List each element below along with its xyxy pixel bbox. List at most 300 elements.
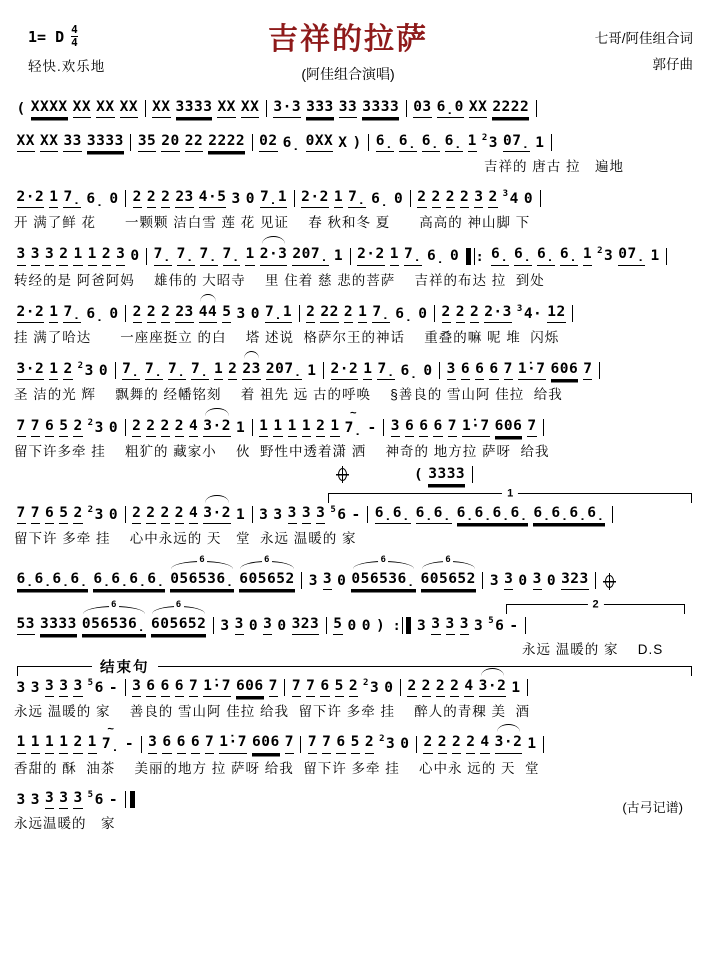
note-token: 1: [259, 417, 268, 437]
tuplet-number: 6: [199, 555, 206, 565]
note-token: 6̣6̣: [375, 504, 411, 524]
note-token: 1: [333, 248, 344, 265]
barline-mark: [367, 506, 368, 523]
note-token: 3: [391, 417, 400, 437]
barline-mark: [294, 190, 295, 207]
note-token: 7: [17, 417, 26, 437]
key-label: 1= D: [28, 27, 65, 46]
note-token: 33: [63, 132, 81, 152]
note-token: 3: [447, 360, 456, 380]
barline-mark: [130, 134, 131, 151]
note-token: 1: [468, 132, 477, 152]
note-token: 1: [49, 303, 58, 323]
barline: [482, 572, 483, 590]
grace-note: 2: [363, 678, 369, 689]
barline: [252, 134, 253, 152]
note-token: 2·2: [17, 188, 45, 208]
lyricist-credit: 七哥/阿佳组合词: [594, 31, 693, 46]
notes-line: [14, 98, 697, 118]
barline-mark: [466, 248, 475, 265]
grace-note: 2: [87, 505, 94, 515]
note-token: $^2$3: [379, 734, 396, 753]
volta-label: 1: [502, 487, 518, 499]
note-token: 3: [504, 570, 513, 590]
note-token: 605652 6: [239, 570, 294, 590]
note-token: 7̣ ~: [101, 722, 120, 753]
time-signature: [71, 24, 78, 49]
note-token: 7: [322, 733, 331, 753]
note-token: 7̣: [348, 188, 366, 208]
barline: [125, 190, 126, 208]
note-token: 3·2: [495, 733, 523, 753]
note-token: 2: [73, 504, 82, 524]
note-token: 2: [432, 188, 441, 208]
note-token: XX: [17, 132, 35, 152]
note-token: 0: [394, 191, 404, 208]
barline: [115, 362, 116, 380]
barline: [540, 190, 541, 208]
note-token: 6̣6̣6̣6̣: [533, 504, 605, 524]
barline-mark: [595, 572, 596, 589]
note-token: 6: [177, 733, 186, 753]
note-token: 7̣: [191, 360, 209, 380]
volta-label: 2: [587, 599, 603, 611]
slur-arc: [200, 294, 216, 302]
system-8: [14, 489, 697, 547]
barline-mark: [416, 736, 417, 753]
note-token: 3: [16, 791, 26, 808]
note-token: 6̣: [371, 191, 390, 208]
note-token: 0: [109, 305, 119, 322]
note-token: 1: [363, 360, 372, 380]
note-token: 7̣: [154, 245, 172, 265]
tuplet-number: 6: [110, 600, 117, 611]
note-token: 606: [236, 677, 264, 697]
note-token: 6̣6̣6̣6̣: [457, 504, 529, 524]
note-token: 5: [59, 504, 68, 524]
note-token: 6̣: [376, 132, 394, 152]
barline-mark: [141, 736, 142, 753]
note-token: 22: [320, 303, 338, 323]
repeat-dots: :: [475, 249, 484, 265]
note-token: 3·2: [203, 417, 231, 437]
barline: [367, 506, 368, 524]
note-token: 0: [523, 191, 534, 208]
barline-mark: [406, 100, 407, 117]
note-token: 2222: [208, 132, 245, 152]
barline-mark: [252, 506, 253, 523]
tuplet-number: 6: [175, 600, 182, 611]
note-token: 2: [161, 504, 170, 524]
barline-mark: [400, 679, 401, 696]
note-token: 6̣: [86, 305, 105, 322]
note-token: 7: [292, 677, 301, 697]
note-token: 2: [466, 733, 475, 753]
note-token: 2·3: [484, 303, 512, 323]
system-11: [14, 662, 697, 720]
note-token: 1̇·7: [203, 677, 231, 697]
barline: [525, 617, 526, 635]
note-token: (: [16, 101, 26, 117]
grace-note: 2: [481, 133, 488, 144]
note-token: 0: [546, 573, 557, 589]
note-token: 1: [288, 417, 297, 437]
note-token: 0: [361, 618, 371, 635]
barline-mark: [482, 572, 483, 589]
note-token: 1: [235, 507, 246, 523]
note-token: 6̣: [537, 245, 555, 265]
grace-note: 5: [87, 678, 94, 689]
note-token: 7: [31, 417, 40, 437]
note-token: 3: [59, 677, 68, 697]
barline: [284, 679, 285, 697]
note-token: 3: [45, 789, 54, 809]
slur-arc: [481, 668, 504, 676]
note-token: 1: [31, 733, 40, 753]
note-token: 7̣: [377, 360, 395, 380]
note-token: $^5$6: [330, 505, 347, 523]
note-token: 6̣: [491, 245, 509, 265]
note-token: 6: [162, 733, 171, 753]
note-token: 0: [130, 248, 140, 265]
system-6: [14, 360, 697, 403]
coda-icon: [336, 466, 349, 483]
note-token: 3: [323, 570, 332, 590]
note-token: 7̣1: [260, 188, 287, 208]
note-token: -: [108, 680, 119, 697]
note-token: 23: [242, 360, 260, 380]
note-token: 3: [308, 573, 318, 589]
notes-line: [14, 555, 697, 590]
note-token: 3: [17, 245, 26, 265]
note-token: 2: [147, 303, 156, 323]
note-token: 7: [285, 733, 294, 753]
note-token: 07̣: [618, 245, 645, 265]
note-token: 7̣: [200, 245, 218, 265]
lyrics-line: 永远温暖的 家: [14, 815, 116, 831]
note-token: XX: [469, 98, 487, 118]
note-token: 3: [231, 191, 241, 208]
note-token: 323: [561, 570, 589, 590]
barline: [252, 506, 253, 524]
note-token: 6: [336, 733, 345, 753]
note-token: 2: [146, 417, 155, 437]
barline: [392, 617, 411, 635]
note-token: 7: [189, 677, 198, 697]
note-token: 3333: [40, 615, 77, 635]
note-token: 1̇·7: [219, 733, 247, 753]
note-token: 1: [73, 245, 82, 265]
note-token: 4: [480, 733, 489, 753]
note-token: 3: [148, 733, 157, 753]
note-token: 3: [460, 615, 469, 635]
note-token: 3: [533, 570, 542, 590]
barline-mark: [551, 134, 552, 151]
note-token: 207̣: [266, 360, 302, 380]
note-token: 0: [384, 680, 394, 697]
barline-mark: [115, 362, 116, 379]
barline: [141, 736, 142, 754]
barline: [572, 305, 573, 323]
note-token: 0: [250, 305, 260, 322]
note-token: 6: [45, 504, 54, 524]
note-token: 6̣: [422, 132, 440, 152]
note-token: 23: [175, 188, 193, 208]
note-token: 5: [222, 303, 231, 323]
note-token: 3·2: [203, 504, 231, 524]
note-token: 6: [461, 360, 470, 380]
barline-mark: [252, 419, 253, 436]
slur-arc: [244, 351, 260, 359]
note-token: 6: [419, 417, 428, 437]
note-token: 02: [259, 132, 277, 152]
note-token: X: [338, 135, 348, 152]
note-token: 1: [535, 135, 545, 152]
note-token: XX: [120, 98, 138, 118]
note-token: 2: [306, 303, 315, 323]
mordent-icon: ~: [107, 722, 115, 736]
note-token: 6̣6̣6̣6̣: [93, 570, 165, 590]
note-token: $^5$6: [87, 678, 104, 697]
note-token: -: [509, 618, 519, 635]
note-token: 7̣: [372, 303, 390, 323]
note-token: 2·2: [331, 360, 359, 380]
barline: [368, 134, 369, 152]
notes-line: [14, 188, 697, 208]
barline-mark: [599, 362, 600, 379]
note-token: 3: [489, 573, 500, 589]
note-token: 7̣: [63, 303, 81, 323]
note-token: 3: [273, 507, 283, 523]
slur-arc: [205, 495, 228, 503]
note-token: 2: [407, 677, 416, 697]
note-token: 0: [518, 573, 528, 589]
barline-mark: [284, 679, 285, 696]
note-token: 6̣: [560, 245, 578, 265]
note-token: 2: [161, 303, 170, 323]
barline: [323, 362, 324, 380]
note-token: 6̣: [282, 135, 301, 152]
volta-bracket: [506, 598, 686, 614]
barline: [434, 305, 435, 323]
note-token: 1: [511, 680, 521, 697]
note-token: 0: [98, 362, 109, 379]
barline: [543, 736, 544, 754]
barline: [125, 419, 126, 437]
note-token: 5: [335, 677, 344, 697]
note-token: 3: [473, 618, 484, 635]
note-token: 0: [108, 419, 119, 436]
note-token: 3: [30, 680, 40, 697]
note-token: 1: [390, 245, 399, 265]
note-token: 056536̣ 6: [351, 570, 415, 590]
note-token: -: [367, 419, 377, 436]
note-token: 2·2: [301, 188, 329, 208]
notes-line: [14, 789, 697, 809]
grace-note: 5: [87, 789, 94, 800]
notes-line: [14, 132, 697, 152]
note-token: 2·3: [260, 245, 288, 265]
note-token: 2: [228, 360, 237, 380]
barline: [595, 572, 596, 590]
note-token: 33: [339, 98, 357, 118]
note-token: 2: [73, 733, 82, 753]
note-token: 12: [547, 303, 565, 323]
barline-mark: [536, 100, 537, 117]
lyrics-line: 转经的是 阿爸阿妈 雄伟的 大昭寺 里 住着 慈 悲的菩萨 吉祥的布达 拉 到处: [14, 272, 545, 288]
note-token: 1: [59, 733, 68, 753]
title-block: [184, 14, 512, 84]
barline: [125, 679, 126, 697]
barline: [252, 419, 253, 437]
repeat-dots: :: [392, 619, 401, 635]
performer-subtitle: (阿佳组合演唱): [301, 66, 395, 82]
note-token: 605652 6: [151, 615, 206, 635]
lyrics-line: 永远 温暖的 家 D.S: [522, 642, 664, 658]
note-token: 6: [146, 677, 155, 697]
ending-section-label: 结束句: [92, 656, 158, 677]
note-token: 2: [175, 417, 184, 437]
coda-icon: [603, 573, 616, 590]
note-token: 6̣: [395, 305, 414, 322]
time-bottom: 4: [71, 36, 78, 50]
note-token: 3: [31, 245, 40, 265]
barline: [266, 100, 267, 118]
notes-line: [14, 360, 697, 380]
system-5: [14, 303, 697, 346]
barline: [146, 248, 147, 266]
note-token: 606: [252, 733, 280, 753]
note-token: 1: [358, 303, 367, 323]
note-token: 605652 6: [421, 570, 476, 590]
note-token: 6: [45, 417, 54, 437]
note-token: $^2$3: [597, 246, 614, 265]
note-token: 2·2: [357, 245, 385, 265]
barline: [416, 736, 417, 754]
note-token: $^2$3: [363, 678, 380, 697]
barline-mark: [213, 617, 214, 634]
note-token: 7: [448, 417, 457, 437]
barline: [383, 419, 384, 437]
composer-credit: 郭仔曲: [652, 56, 693, 72]
note-token: 7̣1: [265, 303, 292, 323]
note-token: 0: [248, 618, 259, 635]
annotation-row: [14, 465, 697, 485]
note-token: 2: [349, 677, 358, 697]
note-token: 2: [102, 245, 111, 265]
note-token: 7̣: [177, 245, 195, 265]
note-token: 6: [191, 733, 200, 753]
grace-note: 5: [488, 616, 495, 627]
note-token: 2: [423, 733, 432, 753]
barline-mark: [266, 100, 267, 117]
note-token: 7̣: [63, 188, 81, 208]
note-token: XX: [152, 98, 170, 118]
note-token: 2: [470, 303, 479, 323]
note-token: 3: [259, 507, 269, 523]
barline: [666, 248, 667, 266]
note-token: 7: [308, 733, 317, 753]
note-token: 4·5: [199, 188, 227, 208]
lyrics-line: 香甜的 酥 油茶 美丽的地方 拉 萨呀 给我 留下许 多牵 挂 心中永 远的 天 堂: [14, 760, 540, 776]
note-token: 35: [138, 132, 156, 152]
note-token: 1: [583, 245, 592, 265]
note-token: 7̣: [122, 360, 140, 380]
lyrics-line: 永远 温暖的 家 善良的 雪山阿 佳拉 给我 留下许 多牵 挂 醉人的青稞 美 酒: [14, 704, 531, 720]
note-token: 2: [460, 188, 469, 208]
barline-mark: [540, 190, 541, 207]
volta-bracket: [328, 487, 692, 503]
system-3: [14, 188, 697, 231]
note-token: 03: [413, 98, 431, 118]
system-7: [14, 405, 697, 460]
note-token: 5: [351, 733, 360, 753]
time-top: 4: [71, 23, 78, 36]
barline-mark: [125, 190, 126, 207]
note-token: 3: [263, 615, 272, 635]
note-token: 7̣: [223, 245, 241, 265]
note-token: 1: [49, 188, 58, 208]
note-token: 0XX: [306, 132, 334, 152]
note-token: XX: [40, 132, 58, 152]
note-token: 3: [474, 188, 483, 208]
note-token: 323: [292, 615, 320, 635]
note-token: 3: [59, 789, 68, 809]
notes-line: [14, 405, 697, 437]
note-token: 1: [650, 248, 660, 265]
lyrics-line: 挂 满了哈达 一座座挺立 的白 塔 述说 格萨尔王的神话 重叠的嘛 呢 堆 闪烁: [14, 329, 560, 345]
note-token: 3: [30, 791, 40, 808]
note-token: -: [124, 736, 135, 753]
barline-mark: [434, 305, 435, 322]
barline-mark: [299, 305, 300, 322]
note-token: 3: [45, 677, 54, 697]
note-token: 056536̣ 6: [170, 570, 234, 590]
barline-mark: [326, 617, 327, 634]
note-token: 3·2: [479, 677, 507, 697]
system-13: [14, 789, 697, 832]
note-token: XX: [217, 98, 235, 118]
note-token: 0: [277, 618, 287, 635]
barline-mark: [323, 362, 324, 379]
note-token: 207̣: [292, 245, 328, 265]
note-token: 1̇·7: [518, 360, 546, 380]
grace-note: 5: [330, 505, 337, 515]
key-signature-block: [14, 14, 184, 84]
barline-mark: [145, 100, 146, 117]
barline: [125, 791, 135, 809]
note-token: 1: [302, 417, 311, 437]
note-token: 2: [316, 417, 325, 437]
grace-note: 2: [77, 360, 84, 371]
note-token: 2: [133, 303, 142, 323]
barline-mark: [383, 419, 384, 436]
barline-mark: [125, 305, 126, 322]
note-token: 53: [17, 615, 35, 635]
system-2: [14, 132, 697, 175]
note-token: 6̣: [399, 132, 417, 152]
note-token: 7̣ ~: [344, 405, 363, 436]
note-token: -: [108, 791, 119, 808]
note-token: 6: [175, 677, 184, 697]
system-9: [14, 555, 697, 590]
barline: [551, 134, 552, 152]
barline-mark: [146, 248, 147, 265]
note-token: 2: [132, 417, 141, 437]
barline-mark: [472, 466, 473, 483]
note-token: 2: [422, 677, 431, 697]
note-token: 0: [245, 191, 255, 208]
